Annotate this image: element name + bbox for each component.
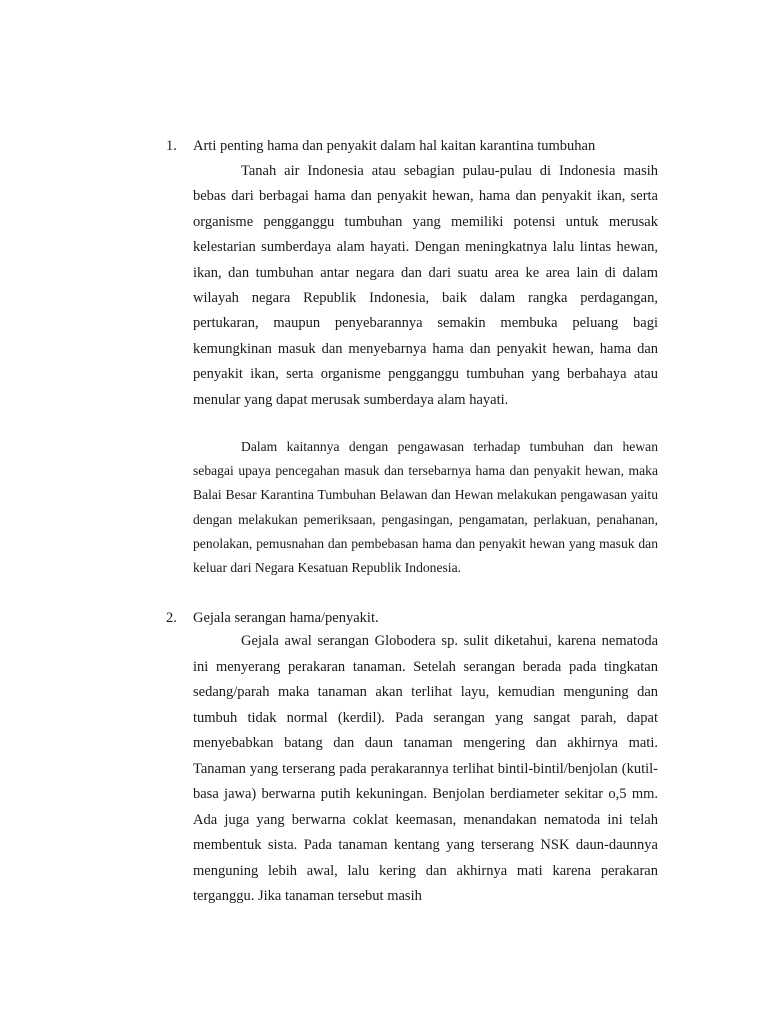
section-heading: Arti penting hama dan penyakit dalam hal kaitan karantina tumbuhan <box>193 138 596 154</box>
section-number: 2. <box>166 610 177 626</box>
paragraph-quarantine-importance: Tanah air Indonesia atau sebagian pulau-pulau di Indonesia masih bebas dari berbagai hama dan penyakit hewan, hama dan penyakit ikan, serta organisme pengganggu tumbuhan yang memiliki potensi untuk merusak kelestarian sumberdaya alam hayati. Dengan meningkatnya lalu lintas hewan, ikan, dan tumbuhan antar negara dan dari suatu area ke area lain di dalam wilayah negara Republik Indonesia, baik dalam rangka perdagangan, pertukaran, maupun penyebarannya semakin membuka peluang bagi kemungkinan masuk dan menyebarnya hama dan penyakit hewan, hama dan penyakit ikan, serta organisme pengganggu tumbuhan yang berbahaya atau menular yang dapat merusak sumberdaya alam hayati. <box>193 163 658 408</box>
section-heading: Gejala serangan hama/penyakit. <box>193 610 379 626</box>
paragraph-supervision: Dalam kaitannya dengan pengawasan terhadap tumbuhan dan hewan sebagai upaya pencegahan masuk dan tersebarnya hama dan penyakit hewan, maka Balai Besar Karantina Tumbuhan Belawan dan Hewan melakukan pengawasan yaitu dengan melakukan pemeriksaan, pengasingan, pengamatan, perlakuan, penahanan, penolakan, pemusnahan dan pembebasan hama dan penyakit hewan yang masuk dan keluar dari Negara Kesatuan Republik Indonesia. <box>193 439 658 576</box>
section-number: 1. <box>166 138 177 154</box>
paragraph-symptoms: Gejala awal serangan Globodera sp. sulit diketahui, karena nematoda ini menyerang perakaran tanaman. Setelah serangan berada pada tingkatan sedang/parah maka tanaman akan terlihat layu, kemudian menguning dan tumbuh tidak normal (kerdil). Pada serangan yang sangat parah, dapat menyebabkan batang dan daun tanaman mengering dan akhirnya mati. Tanaman yang terserang pada perakarannya terlihat bintil-bintil/benjolan (kutil-basa jawa) berwarna putih kekuningan. Benjolan berdiameter sekitar o,5 mm. Ada juga yang berwarna coklat keemasan, menandakan nematoda ini telah membentuk sista. Pada tanaman kentang yang terserang NSK daun-daunnya menguning lebih awal, lalu kering dan akhirnya mati karena perakaran terganggu. Jika tanaman tersebut masih <box>193 633 658 904</box>
